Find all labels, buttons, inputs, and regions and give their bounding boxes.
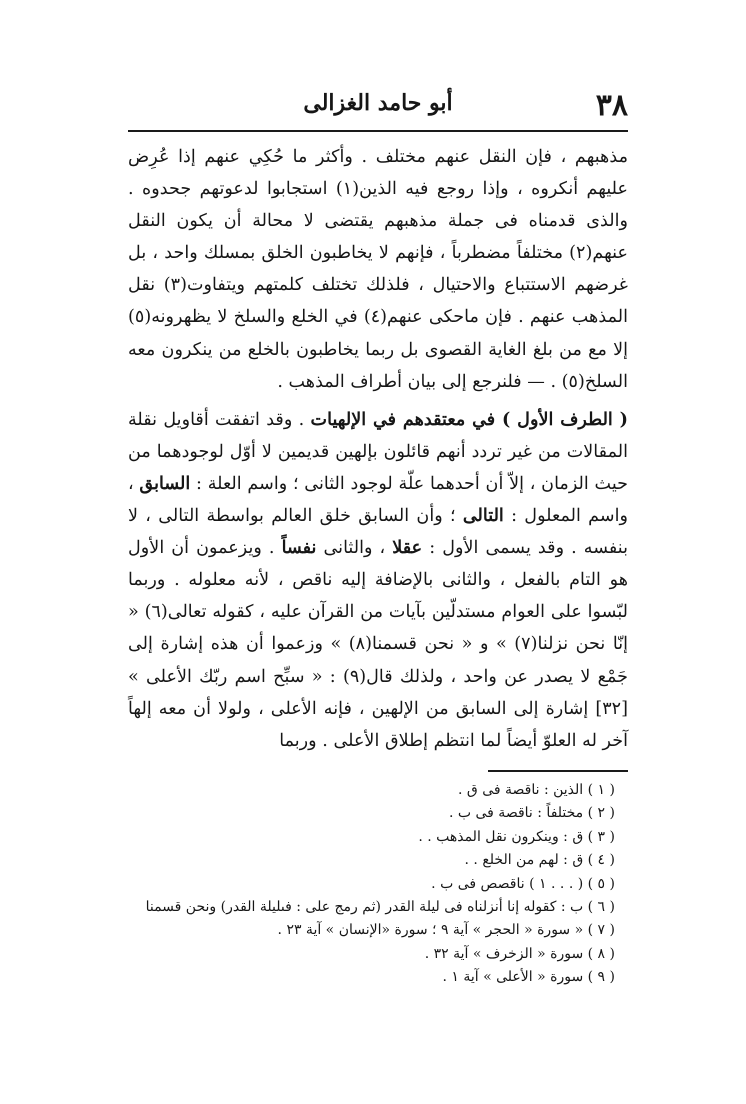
footnote-item: ( ١ ) الذين : ناقصة فى ق . [457, 782, 615, 798]
footnote-rule [488, 770, 628, 772]
text-run: مذهبهم ، فإن النقل عنهم مختلف . وأكثر ما حُكِي عنهم إذا عُرِض عليهم أنكروه ، وإذا روجع فيه الذين(١) استجابوا لدعوتهم جحدوه . والذى قدمناه فى جملة مذهبهم يقتضى لا محالة أن يكون النقل عنهم(٢) مختلفاً مضطرباً ، فإنهم لا يخاطبون الخلق بمسلك واحد ، بل غرضهم الاستتباع والاحتيال ، فلذلك تختلف كلمتهم ويتفاوت(٣) نقل المذهب عنهم . فإن ماحكى عنهم(٤) في الخلع والسلخ لا يظهرونه(٥) إلا مع من بلغ الغاية القصوى بل ربما يخاطبون بالخلع من ينكرون معه السلخ(٥) . — فلنرجع إلى بيان أطراف المذهب . [128, 147, 629, 392]
term-aql: عقلا [392, 537, 423, 559]
footnote-item: ( ٦ ) ب : كقوله إنا أنزلناه فى ليلة القدر (ثم رمج على : فىليلة القدر) ونحن قسمنا [145, 899, 615, 916]
term-tali: التالى [462, 505, 504, 527]
footnote-item: ( ٨ ) سورة « الزخرف » آية ٣٢ . [424, 945, 615, 962]
text-run: ؛ وأن السابق خلق العالم بواسطة التالى ، لا بنفسه . وقد يسمى الأول : [128, 506, 628, 559]
footnote-item: ( ٣ ) ق : وينكرون نقل المذهب . . [418, 828, 615, 845]
header-rule [128, 130, 628, 132]
footnote-item: ( ٥ ) ( . . . ١ ) ناقصص فى ب . [431, 875, 615, 892]
text-run: . ويزعمون أن الأول هو التام بالفعل ، والثانى بالإضافة إليه ناقص ، لأنه معلوله . وربما لبّسوا على العوام مستدلّين بآيات من القرآن عليه ، كقوله تعالى(٦) « إنّا نحن نزلنا(٧) » و « نحن قسمنا(٨) » وزعموا أن هذه إشارة إلى جَمْع لا يصدر عن واحد ، ولذلك قال(٩) : « سبِّح اسم ربّك الأعلى » [٣٢] إشارة إلى السابق من الإلهين ، فإنه الأعلى ، ولولا أن معه إلهاً آخر له العلوّ أيضاً لما انتظم إطلاق الأعلى . وربما [128, 538, 628, 751]
term-nafs: نفساً [281, 537, 317, 559]
text-run: ، واسم المعلول : [128, 473, 628, 527]
paragraph-1 [128, 141, 628, 398]
footnotes [128, 779, 628, 990]
running-title: أبو حامد الغزالى [303, 90, 453, 116]
footnote-item: ( ٩ ) سورة « الأعلى » آية ١ . [442, 969, 615, 986]
page-header [128, 82, 628, 126]
term-sabiq: السابق [139, 472, 191, 494]
section-heading: ( الطرف الأول ) في معتقدهم في الإلهيات [310, 408, 628, 430]
body-text [128, 141, 628, 757]
text-run: ، والثانى [316, 538, 393, 559]
footnote-item: ( ٤ ) ق : لهم من الخلع . . [464, 852, 615, 869]
text-run: . وقد اتفقت أقاويل نقلة المقالات من غير تردد أنهم قائلون بإلهين قديمين لا أوّل لوجودهما من حيث الزمان ، إلاّ أن أحدهما علّة لوجود الثانى ؛ واسم العلة : [128, 409, 628, 494]
footnote-item: ( ٧ ) « سورة « الحجر » آية ٩ ؛ سورة «الإنسان » آية ٢٣ . [277, 922, 615, 939]
paragraph-2 [128, 404, 628, 757]
footnote-item: ( ٢ ) مختلفاً : ناقصة فى ب . [448, 805, 615, 822]
page-number: ٣٨ [595, 88, 628, 123]
